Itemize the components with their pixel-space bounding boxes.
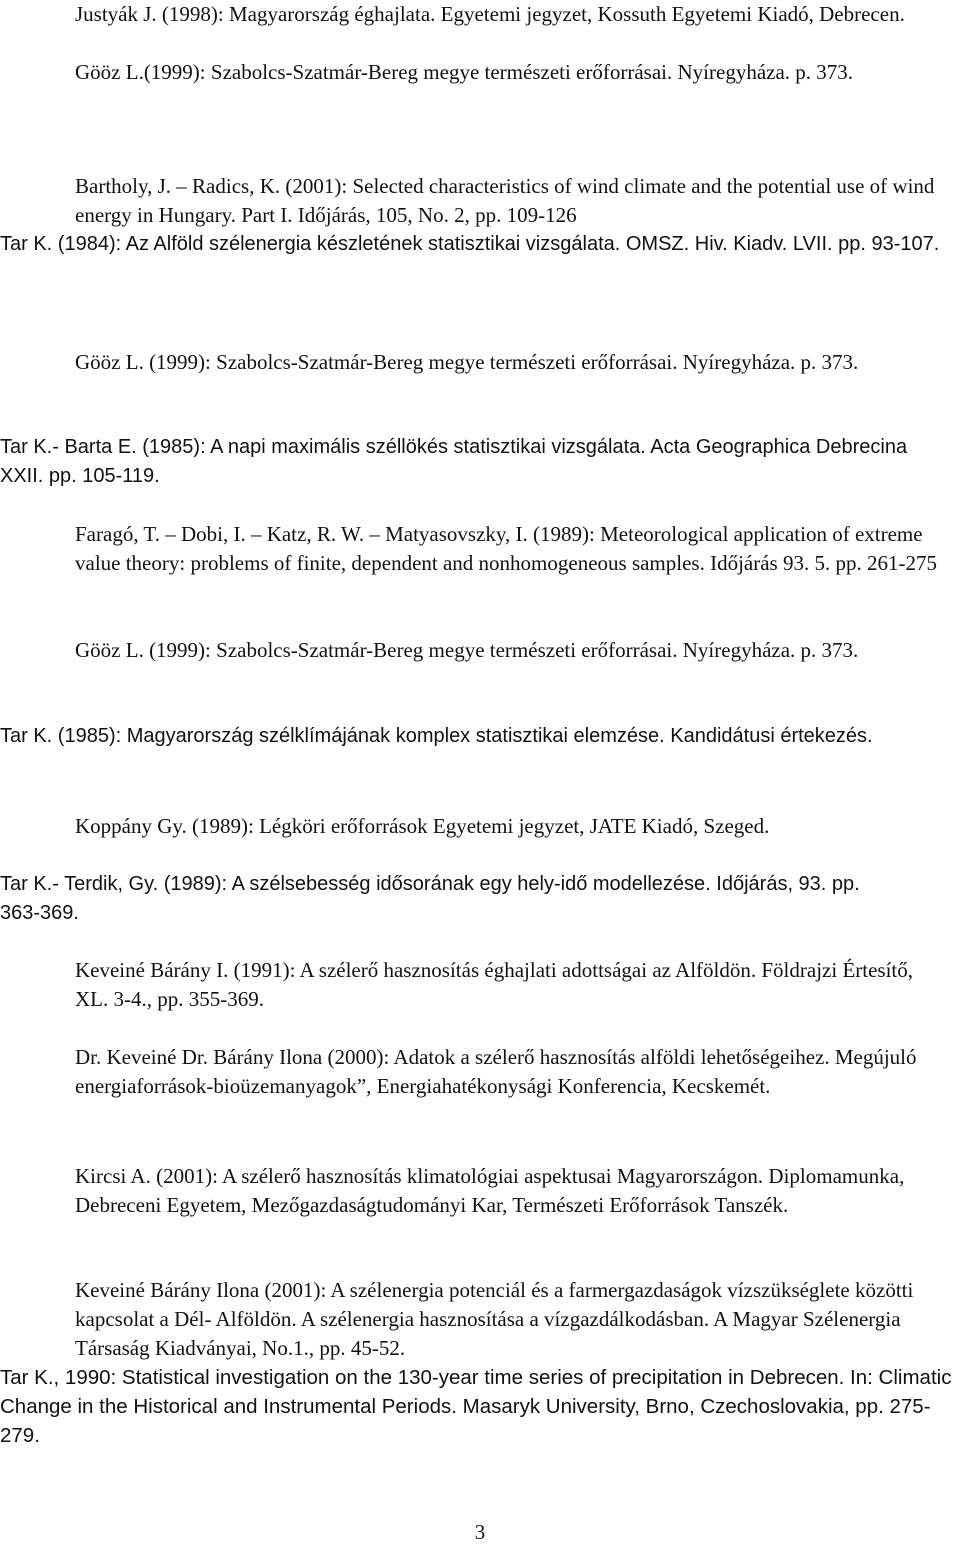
reference-item: Koppány Gy. (1989): Légköri erőforrások Egyetemi jegyzet, JATE Kiadó, Szeged. — [75, 814, 770, 838]
reference-item: Tar K.- Barta E. (1985): A napi maximális széllökés statisztikai vizsgálata. Acta Geographica Debrecina XXII. pp. 105-119. — [0, 436, 908, 487]
reference-item: Faragó, T. – Dobi, I. – Katz, R. W. – Matyasovszky, I. (1989): Meteorological application of extreme value theory: problems of finite, dependent and nonhomogeneous samples. Időjárás 93. 5. pp. 261-275 — [75, 522, 937, 575]
reference-item: Gööz L. (1999): Szabolcs-Szatmár-Bereg megye természeti erőforrásai. Nyíregyháza. p. 373. — [75, 638, 859, 662]
reference-item: Gööz L.(1999): Szabolcs-Szatmár-Bereg megye természeti erőforrásai. Nyíregyháza. p. 373. — [75, 60, 854, 84]
reference-item: Tar K.- Terdik, Gy. (1989): A szélsebesség idősorának egy hely-idő modellezése. Időjárás, 93. pp. 363-369. — [0, 873, 860, 924]
reference-item: Bartholy, J. – Radics, K. (2001): Selected characteristics of wind climate and the potential use of wind energy in Hungary. Part I. Időjárás, 105, No. 2, pp. 109-126 — [75, 174, 935, 227]
reference-item: Tar K. (1984): Az Alföld szélenergia készletének statisztikai vizsgálata. OMSZ. Hiv. Kiadv. LVII. pp. 93-107. — [0, 233, 940, 255]
reference-item: Justyák J. (1998): Magyarország éghajlata. Egyetemi jegyzet, Kossuth Egyetemi Kiadó, Debrecen. — [75, 2, 905, 26]
reference-item: Keveiné Bárány I. (1991): A szélerő hasznosítás éghajlati adottságai az Alföldön. Földrajzi Értesítő, XL. 3-4., pp. 355-369. — [75, 958, 914, 1011]
reference-item: Tar K. (1985): Magyarország szélklímájának komplex statisztikai elemzése. Kandidátusi értekezés. — [0, 725, 873, 747]
reference-item: Gööz L. (1999): Szabolcs-Szatmár-Bereg megye természeti erőforrásai. Nyíregyháza. p. 373. — [75, 350, 859, 374]
reference-item: Tar K., 1990: Statistical investigation on the 130-year time series of precipitation in Debrecen. In: Climatic Change in the Historical and Instrumental Periods. Masaryk University, Brno, Czechoslovakia, pp. 275-279. — [0, 1366, 952, 1447]
reference-item: Keveiné Bárány Ilona (2001): A szélenergia potenciál és a farmergazdaságok vízszükséglete közötti kapcsolat a Dél- Alföldön. A szélenergia hasznosítása a vízgazdálkodásban. A Magyar Szélenergia Társaság Kiadványai, No.1., pp. 45-52. — [75, 1278, 914, 1360]
reference-item: Kircsi A. (2001): A szélerő hasznosítás klimatológiai aspektusai Magyarországon. Diplomamunka, Debreceni Egyetem, Mezőgazdaságtudományi Kar, Természeti Erőforrások Tanszék. — [75, 1164, 905, 1217]
page-number: 3 — [474, 1520, 486, 1544]
reference-item: Dr. Keveiné Dr. Bárány Ilona (2000): Adatok a szélerő hasznosítás alföldi lehetőségeihez. Megújuló energiaforrások-bioüzemanyagok”, Energiahatékonysági Konferencia, Kecskemét. — [75, 1045, 917, 1098]
